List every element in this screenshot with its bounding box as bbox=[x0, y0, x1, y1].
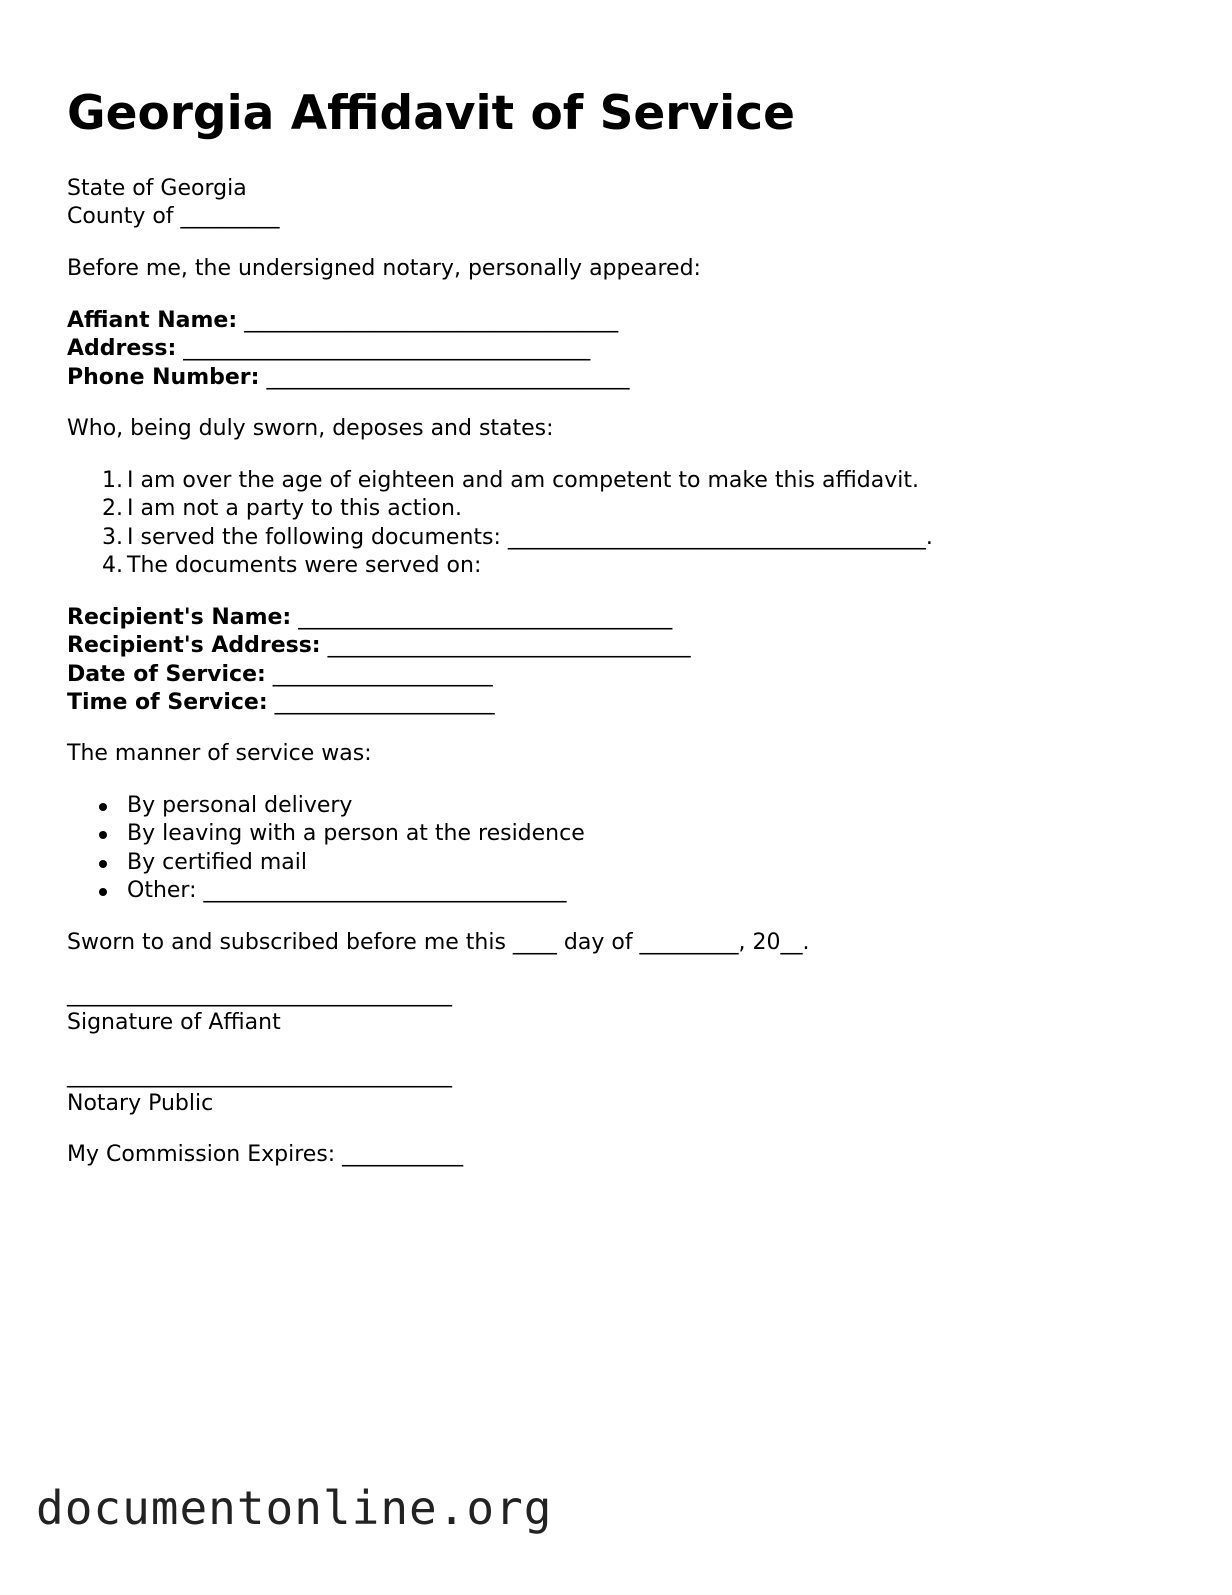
document-title: Georgia Affidavit of Service bbox=[67, 86, 795, 141]
affiant-name-label: Affiant Name: bbox=[67, 308, 238, 333]
statement-text: I am over the age of eighteen and am competent to make this affidavit. bbox=[127, 468, 919, 493]
date-of-service-label: Date of Service: bbox=[67, 661, 266, 687]
notary-signature-block bbox=[67, 1062, 452, 1119]
recipient-address-label: Recipient's Address: bbox=[67, 633, 321, 659]
bullet-icon bbox=[99, 888, 107, 896]
manner-option bbox=[127, 792, 585, 820]
affiant-name-line: __________________________________ bbox=[237, 308, 619, 333]
time-of-service-line: ____________________ bbox=[267, 689, 495, 715]
notary-signature-line: ___________________________________ bbox=[67, 1063, 452, 1088]
intro-text: Before me, the undersigned notary, personally appeared: bbox=[67, 256, 701, 281]
statement-number: 2. bbox=[102, 496, 123, 522]
statement-number: 3. bbox=[102, 524, 123, 550]
statement-item bbox=[102, 495, 933, 523]
affiant-signature-block bbox=[67, 981, 452, 1038]
bullet-icon bbox=[99, 860, 107, 868]
affiant-phone-label: Phone Number: bbox=[67, 364, 260, 390]
manner-option-text: By personal delivery bbox=[127, 793, 353, 818]
affiant-address-line: _____________________________________ bbox=[176, 336, 591, 362]
statement-text: The documents were served on: bbox=[127, 552, 482, 578]
notary-signature-label: Notary Public bbox=[67, 1091, 214, 1117]
bullet-icon bbox=[99, 831, 107, 839]
venue-county: County of _________ bbox=[67, 204, 280, 230]
commission-expires-text: My Commission Expires: ___________ bbox=[67, 1142, 464, 1167]
date-of-service-line: ____________________ bbox=[265, 661, 493, 687]
affiant-block bbox=[67, 307, 629, 392]
manner-intro-text: The manner of service was: bbox=[67, 741, 372, 766]
affiant-signature-label: Signature of Affiant bbox=[67, 1010, 281, 1036]
jurat-text: Sworn to and subscribed before me this ____ day of _________, 20__. bbox=[67, 930, 810, 955]
affiant-phone-line: _________________________________ bbox=[259, 364, 630, 390]
recipient-name-line: __________________________________ bbox=[291, 605, 673, 630]
manner-option bbox=[127, 849, 585, 877]
manner-option-text: Other: _________________________________ bbox=[127, 877, 567, 903]
bullet-icon bbox=[99, 803, 107, 811]
affiant-signature-line: ___________________________________ bbox=[67, 982, 452, 1007]
statement-item bbox=[102, 467, 933, 495]
venue-block bbox=[67, 175, 280, 232]
time-of-service-label: Time of Service: bbox=[67, 689, 268, 715]
statement-item bbox=[102, 552, 933, 580]
statement-number: 1. bbox=[102, 468, 123, 493]
statement-text: I am not a party to this action. bbox=[127, 496, 462, 522]
manner-option bbox=[127, 877, 585, 905]
statement-item bbox=[102, 524, 933, 552]
statements-list bbox=[102, 467, 933, 580]
recipient-name-label: Recipient's Name: bbox=[67, 605, 292, 630]
statement-text: I served the following documents: ______________________________________. bbox=[127, 524, 933, 550]
venue-state: State of Georgia bbox=[67, 176, 247, 201]
manner-option-text: By certified mail bbox=[127, 849, 308, 875]
recipient-block bbox=[67, 604, 691, 717]
watermark-text: documentonline.org bbox=[36, 1481, 553, 1535]
statement-number: 4. bbox=[102, 552, 123, 578]
manner-list bbox=[127, 792, 585, 905]
manner-option-text: By leaving with a person at the residence bbox=[127, 821, 585, 847]
manner-option bbox=[127, 820, 585, 848]
sworn-intro-text: Who, being duly sworn, deposes and states: bbox=[67, 416, 554, 441]
recipient-address-line: _________________________________ bbox=[320, 633, 691, 659]
affiant-address-label: Address: bbox=[67, 336, 177, 362]
